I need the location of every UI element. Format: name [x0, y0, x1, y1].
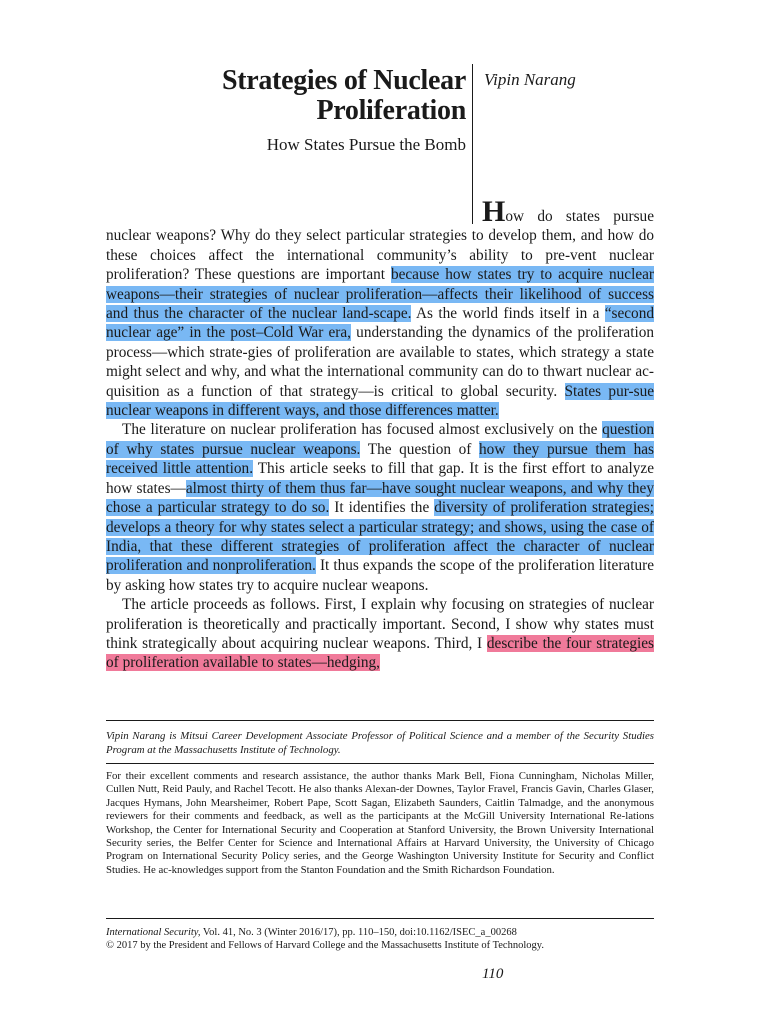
highlight-blue[interactable]: almost thirty of them thus far—have sought nuclear weapons, and why they chose a particular strategy to do so. [106, 479, 654, 517]
highlight-blue[interactable]: how they pursue them has received little attention. [106, 440, 654, 478]
text-segment: It thus expands the scope of the proliferation literature by asking how states try to acquire nuclear weapons. [106, 557, 654, 594]
paragraph-3 [106, 595, 654, 673]
header-divider [472, 64, 473, 224]
footnote-rule-middle [106, 763, 654, 764]
page-number: 110 [482, 966, 504, 982]
citation-details: Vol. 41, No. 3 (Winter 2016/17), pp. 110–150, doi:10.1162/ISEC_a_00268 [200, 927, 517, 938]
copyright-line: © 2017 by the President and Fellows of Harvard College and the Massachusetts Institute of Technology. [106, 940, 544, 951]
citation-line [106, 926, 654, 939]
paragraph-2 [106, 420, 654, 595]
highlight-blue[interactable]: “second nuclear age” in the post–Cold War era, [106, 305, 654, 342]
citation [106, 926, 654, 952]
author-name: Vipin Narang [484, 70, 576, 89]
highlight-pink[interactable]: describe the four strategies of proliferation available to states—hedging, [106, 634, 655, 672]
acknowledgments: For their excellent comments and research assistance, the author thanks Mark Bell, Fiona Cunningham, Nicholas Miller, Cullen Nutt, Reid Pauly, and Rachel Tecott. He also thanks Alexan-der Downes, Taylor Fravel, Francis Gavin, Charles Glaser, Jacques Hymans, John Mearsheimer, Robert Pape, Scott Sagan, Elizabeth Saunders, Caitlin Talmadge, and the anonymous reviewers for their comments and feedback, as well as the participants at the McGill University International Re-lations Workshop, the Center for International Security and Cooperation at Stanford University, the Brown University International Security series, the Belfer Center for Science and International Affairs at Harvard University, the University of Chicago Program on International Security Policy series, and the George Washington University Institute for Security and Conflict Studies. He ac-knowledges support from the Stanton Foundation and the Smith Richardson Foundation. [106, 770, 654, 876]
text-segment: The literature on nuclear proliferation has focused almost exclusively on the [122, 421, 603, 439]
footnote-rule-top [106, 720, 654, 721]
text-segment: ow do states pursue nuclear weapons? Why do they select particular strategies to develop them, and how do these choices affect the international community’s ability to pre-vent nuclear proliferation? These questions are important [106, 208, 654, 284]
title-line-1: Strategies of Nuclear [221, 65, 466, 96]
footnote-rule-bottom [106, 918, 654, 919]
article-subtitle: How States Pursue the Bomb [266, 135, 466, 154]
title-line-2: Proliferation [316, 95, 466, 126]
drop-cap: H [482, 195, 506, 228]
author-affiliation: Vipin Narang is Mitsui Career Development Associate Professor of Political Science and a member of the Security Studies Program at the Massachusetts Institute of Technology. [106, 730, 654, 756]
article-body [106, 195, 655, 673]
text-segment: This article seeks to fill that gap. It is the first effort to analyze how states— [106, 460, 654, 497]
text-segment: The article proceeds as follows. First, I explain why focusing on strategies of nuclear proliferation is theoretically and practically important. Second, I show why states must think strategically about acquiring nuclear weapons. Third, I [106, 596, 654, 652]
highlight-blue[interactable]: because how states try to acquire nuclear weapons—their strategies of nuclear proliferation—affects their likelihood of success and thus the character of the nuclear land-scape. [106, 266, 654, 323]
highlight-blue[interactable]: diversity of proliferation strategies; develops a theory for why states select a particular strategy; and shows, using the case of India, that these different strategies of proliferation affect the character of nuclear proliferation and nonproliferation. [106, 499, 654, 575]
highlight-blue[interactable]: question of why states pursue nuclear weapons. [106, 421, 654, 458]
journal-name: International Security, [106, 927, 201, 938]
highlight-blue[interactable]: States pur-sue nuclear weapons in different ways, and those differences matter. [106, 382, 655, 420]
text-segment: As the world finds itself in a [411, 305, 605, 323]
text-segment: The question of [360, 440, 480, 458]
text-segment: understanding the dynamics of the proliferation process—which strate-gies of proliferation are available to states, which strategy a state might select and why, and what the international community can do to thwart nuclear ac-quisition as a function of that strategy—is critical to global security. [106, 324, 654, 400]
text-segment: It identifies the [329, 499, 435, 517]
paragraph-1 [106, 195, 655, 420]
article-title [86, 66, 466, 126]
